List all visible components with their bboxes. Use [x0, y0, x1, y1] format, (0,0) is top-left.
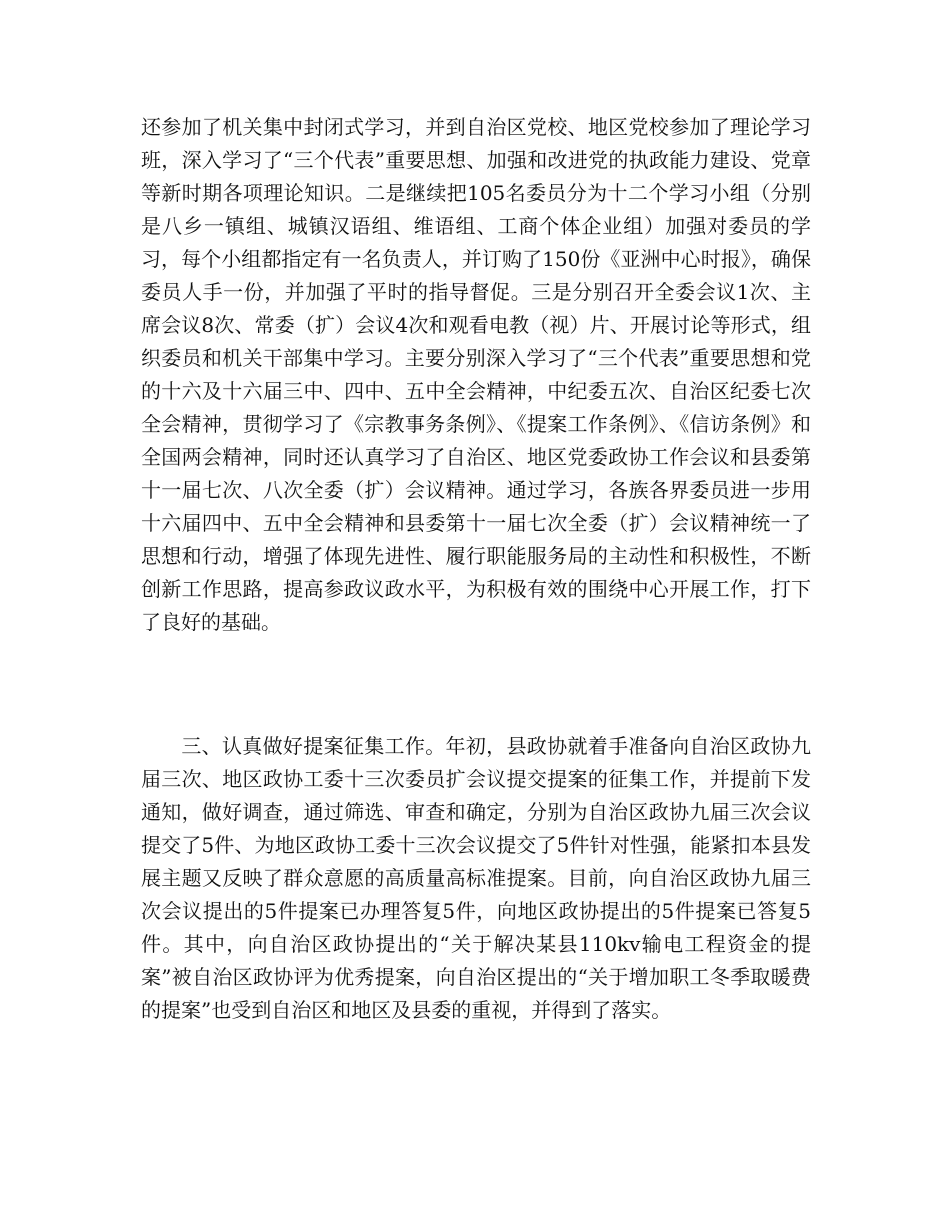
body-paragraph-1 [141, 111, 811, 639]
paragraph-1-text: 还参加了机关集中封闭式学习，并到自治区党校、地区党校参加了理论学习班，深入学习了“三个代表”重要思想、加强和改进党的执政能力建设、党章等新时期各项理论知识。二是继续把105名委员分为十二个学习小组（分别是八乡一镇组、城镇汉语组、维语组、工商个体企业组）加强对委员的学习，每个小组都指定有一名负责人，并订购了150份《亚洲中心时报》，确保委员人手一份，并加强了平时的指导督促。三是分别召开全委会议1次、主席会议8次、常委（扩）会议4次和观看电教（视）片、开展讨论等形式，组织委员和机关干部集中学习。主要分别深入学习了“三个代表”重要思想和党的十六及十六届三中、四中、五中全会精神，中纪委五次、自治区纪委七次全会精神，贯彻学习了《宗教事务条例》、《提案工作条例》、《信访条例》和全国两会精神，同时还认真学习了自治区、地区党委政协工作会议和县委第十一届七次、八次全委（扩）会议精神。通过学习，各族各界委员进一步用十六届四中、五中全会精神和县委第十一届七次全委（扩）会议精神统一了思想和行动，增强了体现先进性、履行职能服务局的主动性和积极性，不断创新工作思路，提高参政议政水平，为积极有效的围绕中心开展工作，打下了良好的基础。 [141, 115, 811, 634]
paragraph-2-text: 三、认真做好提案征集工作。年初，县政协就着手准备向自治区政协九届三次、地区政协工委十三次委员扩会议提交提案的征集工作，并提前下发通知，做好调查，通过筛选、审查和确定，分别为自治区政协九届三次会议提交了5件、为地区政协工委十三次会议提交了5件针对性强，能紧扣本县发展主题又反映了群众意愿的高质量高标准提案。目前，向自治区政协九届三次会议提出的5件提案已办理答复5件，向地区政协提出的5件提案已答复5件。其中，向自治区政协提出的“关于解决某县110kv输电工程资金的提案”被自治区政协评为优秀提案，向自治区提出的“关于增加职工冬季取暖费的提案”也受到自治区和地区及县委的重视，并得到了落实。 [141, 734, 811, 1022]
body-paragraph-2 [141, 730, 811, 1027]
